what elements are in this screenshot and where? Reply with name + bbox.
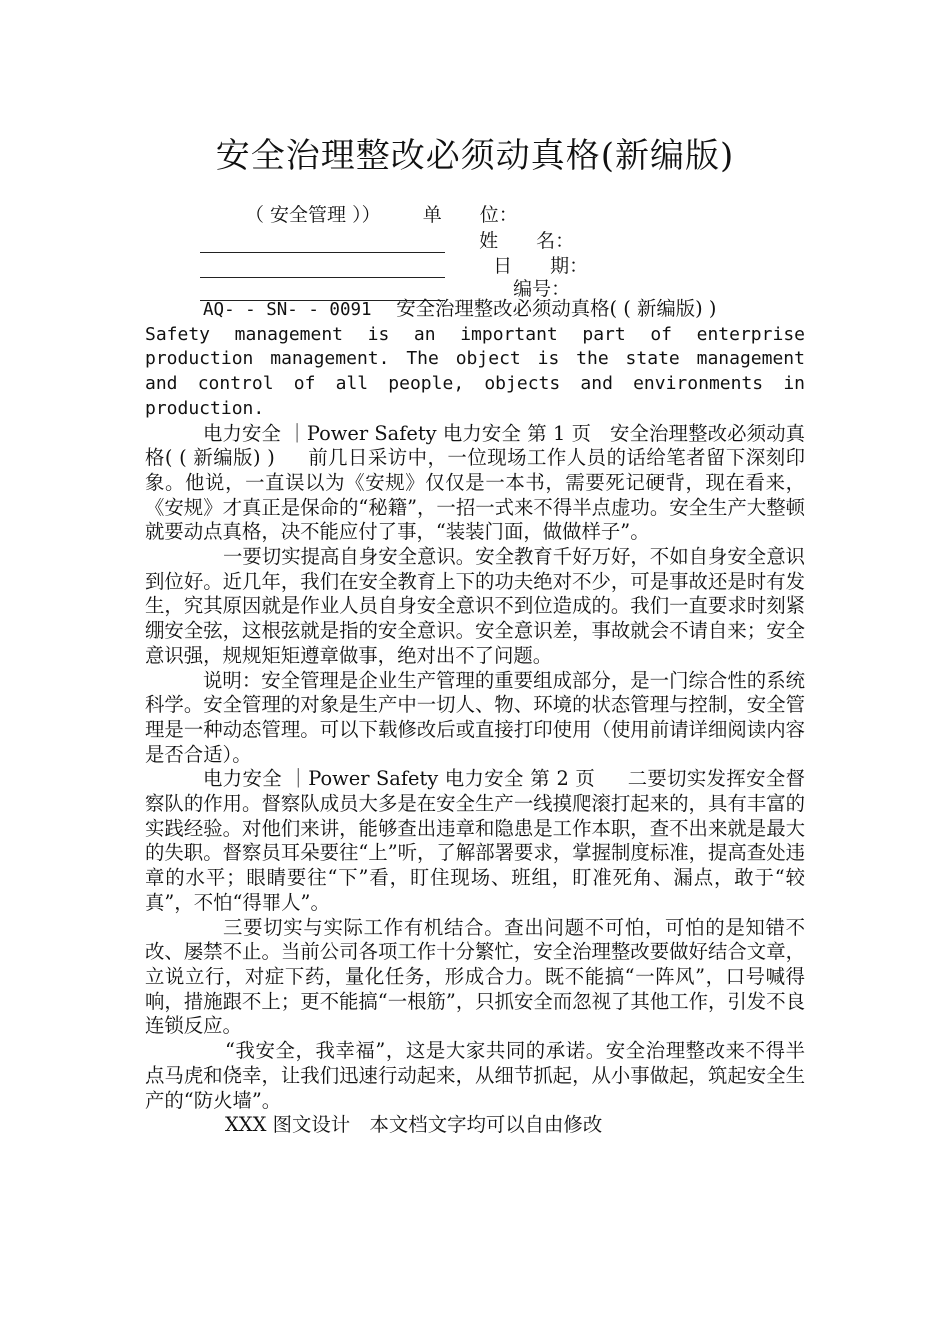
document-title: 安全治理整改必须动真格(新编版) [215,136,735,176]
name-blank [200,232,445,253]
document-footer: XXX 图文设计 本文档文字均可以自由修改 [225,1113,603,1137]
name-line [200,226,574,253]
page-header-1: 电力安全 ｜Power Safety 电力安全 第 1 页 [203,421,592,445]
category-label: （ 安全管理 ）） [245,204,381,226]
doc-title-ref: 安全治理整改必须动真格( ( 新编版) ) [396,297,717,320]
paragraph-5: 三要切实与实际工作有机结合。查出问题不可怕，可怕的是知错不改、屡禁不止。当前公司各项工作十分繁忙，安全治理整改要做好结合文章，立说立行，对症下药，量化任务，形成合力。既不能搞“一阵风”，口号喊得响，措施跟不上；更不能搞“一根筋”，只抓安全而忽视了其他工作，引发不良连锁反应。 [145,915,805,1038]
english-summary: Safety management is an important part of enterprise production management. The object is the state management and control of all people, objects and environments in production. [145,323,805,419]
date-label: 日 期： [493,255,589,277]
number-label: 编号： [513,278,571,300]
paragraph-1-lead: 安全治理整改必须动真格( ( 新编版) ) [145,421,806,470]
paragraph-2: 一要切实提高自身安全意识。安全教育千好万好，不如自身安全意识到位好。近几年，我们在安全教育上下的功夫绝对不少，可是事故还是时有发生，究其原因就是作业人员自身安全意识不到位造成的。我们一直要求时刻紧绷安全弦，这根弦就是指的安全意识。安全意识差，事故就会不请自来；安全意识强，规规矩矩遵章做事，绝对出不了问题。 [145,545,805,667]
document-body [145,297,805,1138]
doc-code-line [145,297,805,323]
doc-code: AQ- - SN- - 0091 [203,300,372,320]
paragraph-4: 二要切实发挥安全督察队的作用。督察队成员大多是在安全生产一线摸爬滚打起来的，具有丰富的实践经验。对他们来讲，能够查出违章和隐患是工作本职，查不出来就是最大的失职。督察员耳朵要往“上”听，了解部署要求，掌握制度标准，提高查处违章的水平；眼睛要往“下”看，盯住现场、班组，盯准死角、漏点，敢于“较真”，不怕“得罪人”。 [145,767,806,914]
paragraph-3: 说明：安全管理是企业生产管理的重要组成部分，是一门综合性的系统科学。安全管理的对象是生产中一切人、物、环境的状态管理与控制，安全管理是一种动态管理。可以下载修改后或直接打印使用（使用前请详细阅读内容是否合适）。 [145,668,805,766]
name-label: 姓 名： [479,230,575,252]
page-1-header-paragraph [145,422,805,546]
page-header-2: 电力安全 ｜Power Safety 电力安全 第 2 页 [203,767,596,791]
page-2-header-paragraph [145,767,805,915]
category-line [245,200,518,227]
unit-label: 单 位： [422,204,518,226]
paragraph-1: 前几日采访中，一位现场工作人员的话给笔者留下深刻印象。他说，一直误以为《安规》仅仅是一本书，需要死记硬背，现在看来，《安规》才真正是保命的“秘籍”，一招一式来不得半点虚功。安全生产大整顿就要动点真格，决不能应付了事，“装装门面，做做样子”。 [145,446,806,544]
paragraph-6: “我安全，我幸福”，这是大家共同的承诺。安全治理整改来不得半点马虎和侥幸，让我们迅速行动起来，从细节抓起，从小事做起，筑起安全生产的“防火墙”。 [145,1039,805,1112]
